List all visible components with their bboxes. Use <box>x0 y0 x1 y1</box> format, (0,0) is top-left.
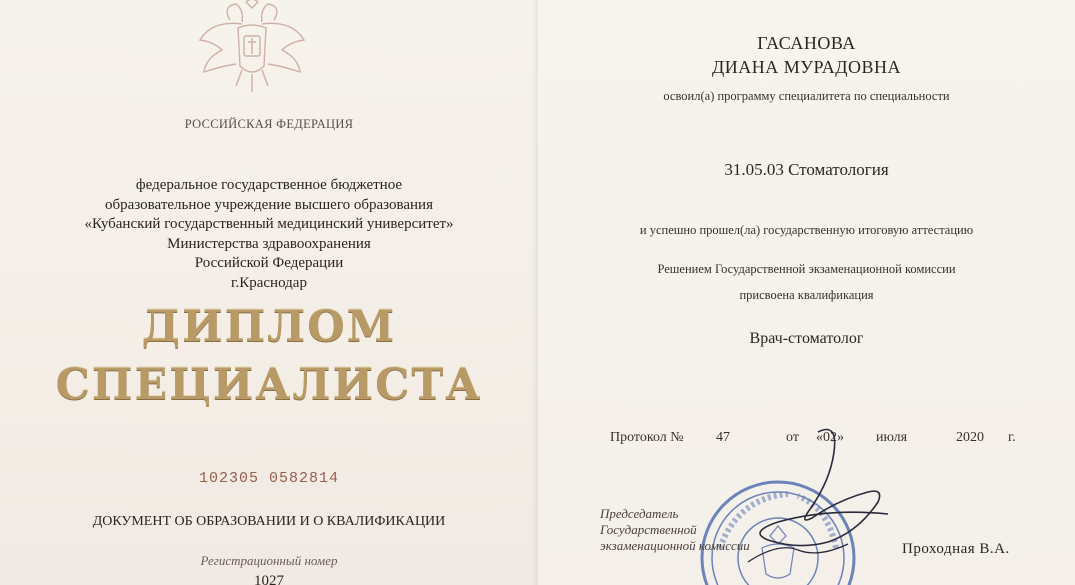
protocol-number: 47 <box>716 430 730 445</box>
commission-chair-title <box>600 506 750 554</box>
institution-block <box>0 176 538 293</box>
institution-line: «Кубанский государственный медицинский университет» <box>84 216 454 232</box>
document-type: ДОКУМЕНТ ОБ ОБРАЗОВАНИИ И О КВАЛИФИКАЦИИ <box>92 514 446 529</box>
diploma-title-line2: СПЕЦИАЛИСТА <box>55 360 483 410</box>
qualification: Врач-стоматолог <box>749 330 864 347</box>
protocol-year-suffix: г. <box>1008 430 1016 445</box>
institution-line: образовательное учреждение высшего образования <box>105 196 433 213</box>
chair-title-line: Председатель <box>600 506 679 521</box>
protocol-from-label: от <box>786 430 799 445</box>
chair-title-line: Государственной <box>600 522 697 537</box>
institution-line: Российской Федерации <box>194 255 344 271</box>
specialty: 31.05.03 Стоматология <box>724 160 889 179</box>
graduate-surname: ГАСАНОВА <box>757 33 856 53</box>
qualification-assigned-text: присвоена квалификация <box>739 288 874 302</box>
institution-line: Министерства здравоохранения <box>167 235 371 252</box>
protocol-day: «02» <box>816 430 844 445</box>
passed-attestation-text: и успешно прошел(ла) государственную итоговую аттестацию <box>639 223 974 237</box>
protocol-month: июля <box>876 430 908 445</box>
mastered-program-text: освоил(а) программу специалитета по специальности <box>663 89 950 103</box>
protocol-label: Протокол № <box>610 430 684 445</box>
institution-line: г.Краснодар <box>231 274 307 291</box>
commission-chair-name: Проходная В.А. <box>902 541 1010 557</box>
coat-of-arms-icon <box>192 0 312 96</box>
registration-label: Регистрационный номер <box>200 553 338 568</box>
country-name: РОССИЙСКАЯ ФЕДЕРАЦИЯ <box>184 117 354 131</box>
graduate-given-names: ДИАНА МУРАДОВНА <box>711 57 901 77</box>
diploma-right-page <box>538 0 1075 585</box>
diploma-title-line1: ДИПЛОМ <box>141 302 397 352</box>
protocol-year: 2020 <box>956 430 984 445</box>
registration-number: 1027 <box>254 573 284 585</box>
diploma-serial-number: 102305 0582814 <box>198 470 340 487</box>
institution-line: федеральное государственное бюджетное <box>135 177 403 193</box>
commission-decision-text: Решением Государственной экзаменационной комиссии <box>657 262 956 276</box>
chair-title-line: экзаменационной комиссии <box>600 538 750 553</box>
